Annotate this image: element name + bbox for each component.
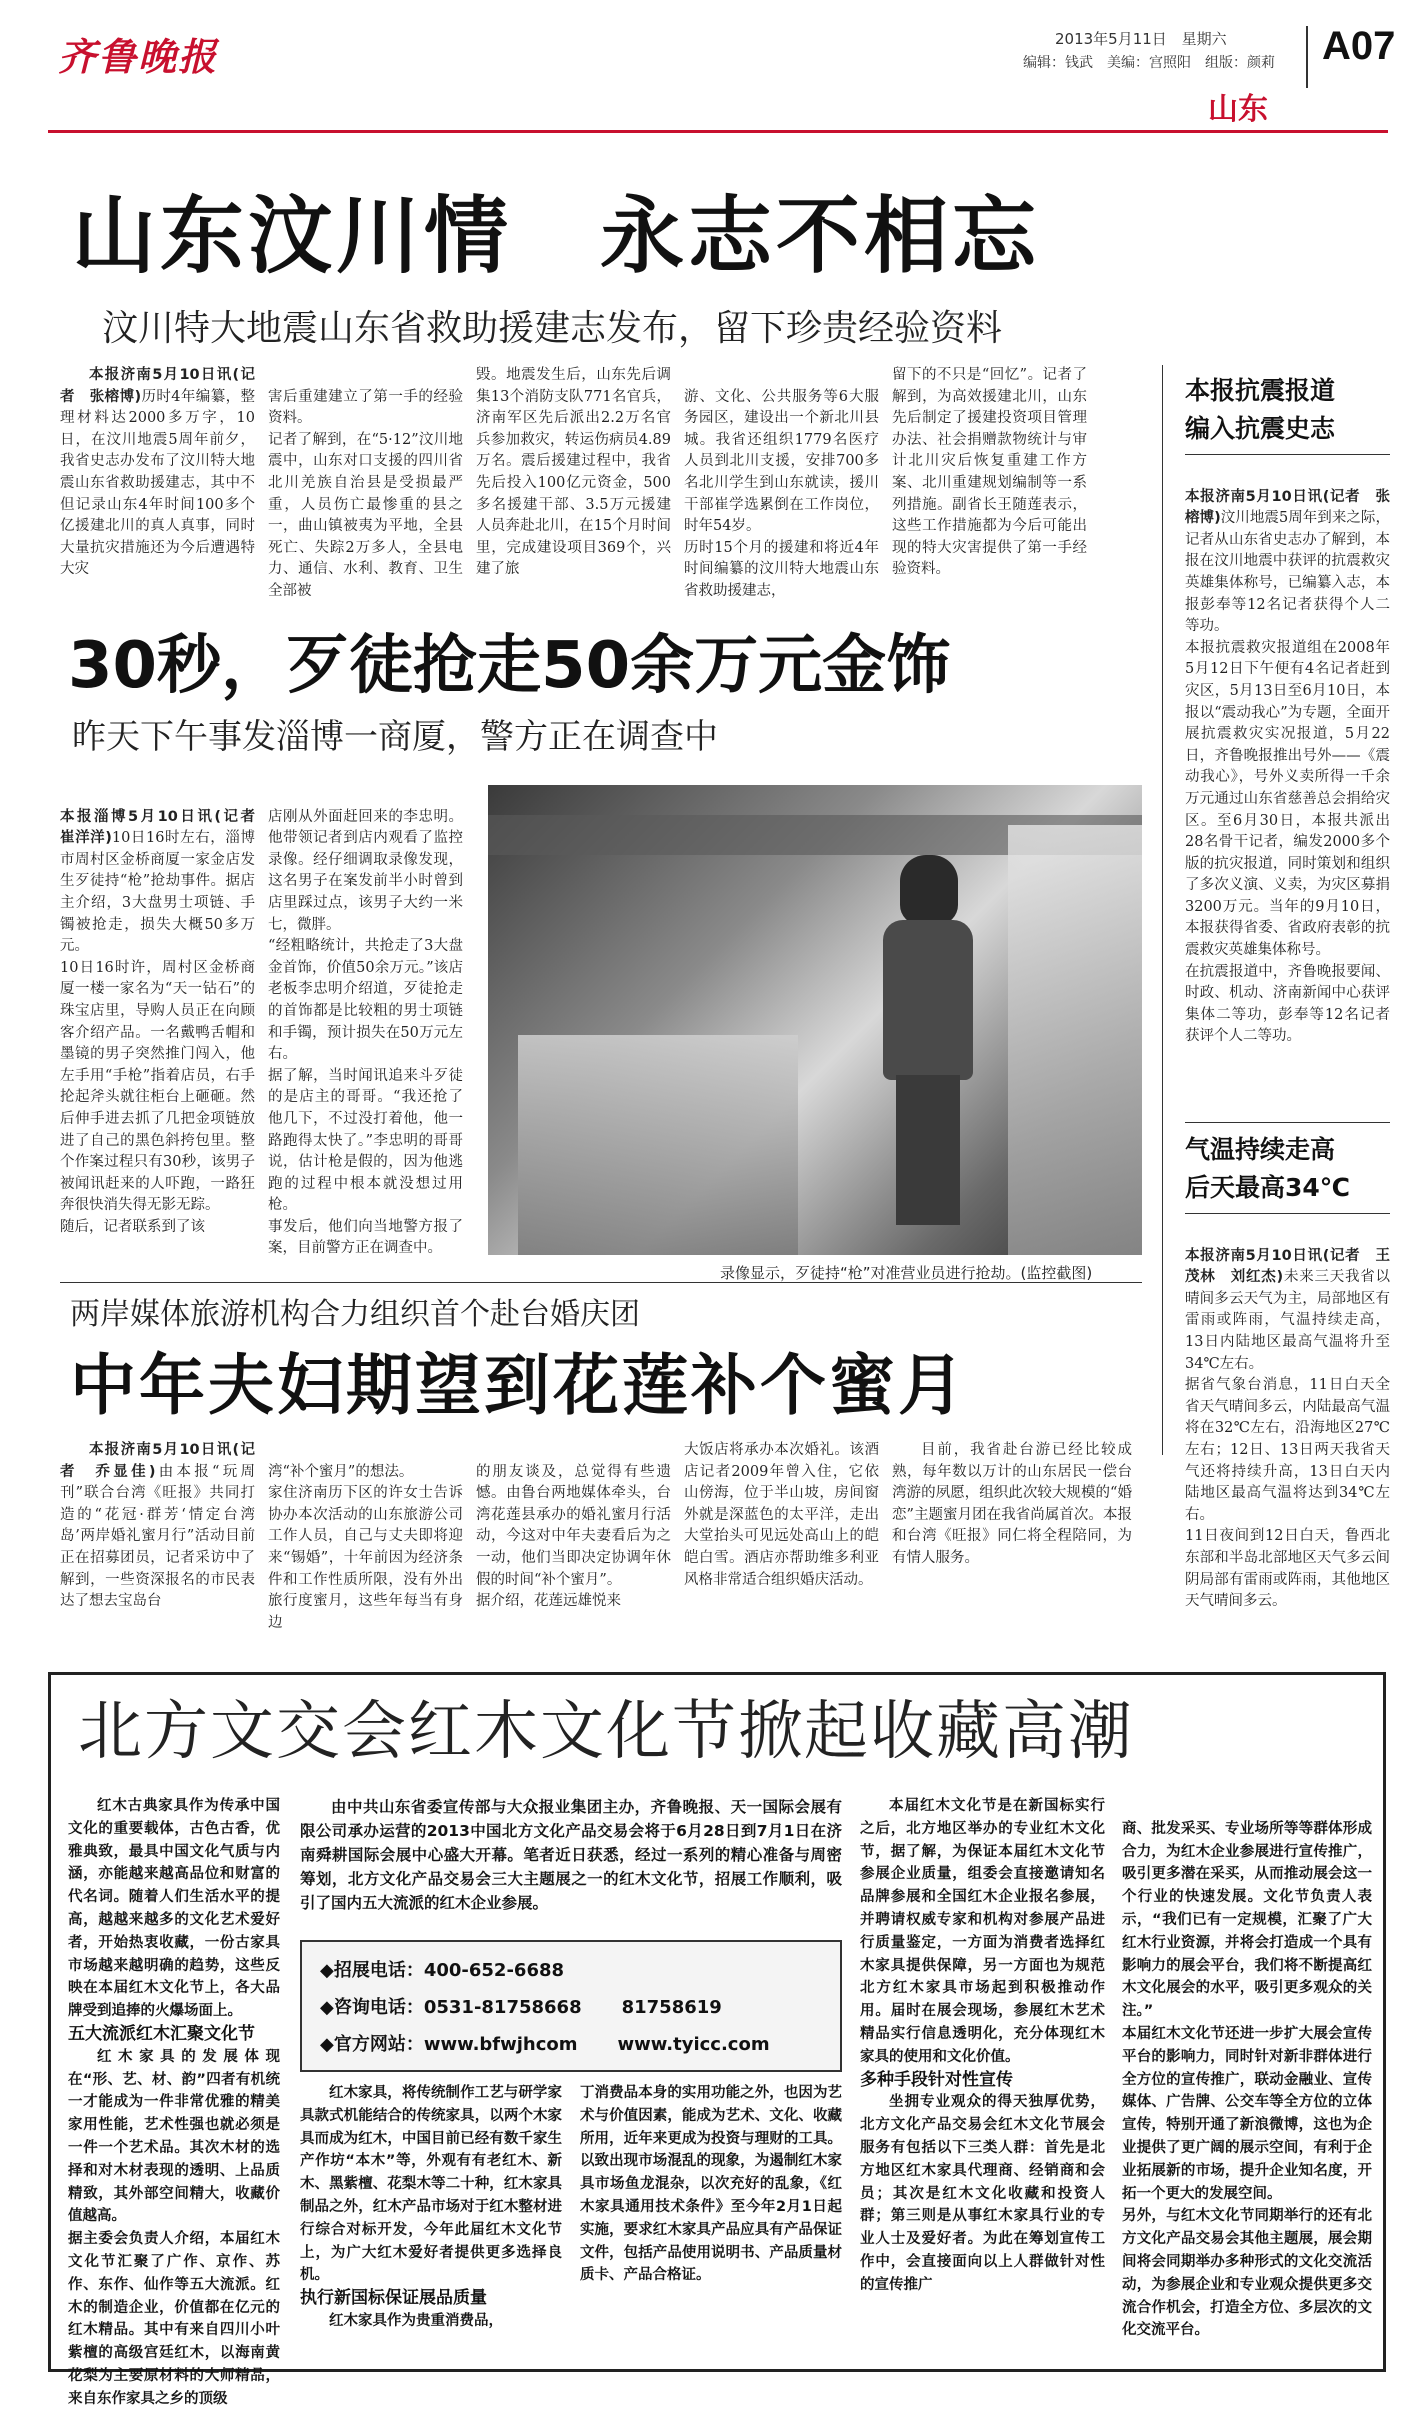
date-text: 2013年5月11日 — [1055, 30, 1167, 48]
masthead-rule — [48, 130, 1388, 133]
article1-column-5 — [892, 365, 1087, 600]
article2-col2-text: 店刚从外面赶回来的李忠明。他带领记者到店内观看了监控录像。经仔细调取录像发现，这名男子在案发前半小时曾到店里踩过点，该男子大约一米七，微胖。 “经粗略统计，共抢走了3大盘金首饰，价值50余万元。”该店老板李忠明介绍道，歹徒抢走的首饰都是比较粗的男士项链和手镯，预计损失在50万元左右。 据了解，当时闻讯追来斗歹徒的是店主的哥哥。“我还抢了他几下，不过没打着他，他一路跑得太快了。”李忠明的哥哥说，估计枪是假的，因为他逃跑的过程中根本就没想过用枪。 事发后，他们向当地警方报了案，目前警方正在调查中。 — [268, 808, 463, 1257]
sidebar1-rule — [1185, 454, 1390, 455]
article1-byline: 本报济南5月10日讯(记者 张榕博) — [60, 367, 255, 405]
ad-col2b-text: 红木家具作为贵重消费品， — [329, 2312, 503, 2329]
article3-top-rule — [60, 1282, 1142, 1283]
article3-headline: 中年夫妇期望到花莲补个蜜月 — [70, 1347, 967, 1424]
ad-col2-subhead: 执行新国标保证展品质量 — [300, 2288, 487, 2309]
ad-notice-text: 由中共山东省委宣传部与大众报业集团主办，齐鲁晚报、天一国际会展有限公司承办运营的2013中国北方文化产品交易会将于6月28日到7月1日在济南舜耕国际会展中心盛大开幕。笔者近日获悉，经过一系列的精心准备与周密筹划，北方文化产品交易会三大主题展之一的红木文化节，招展工作顺利，吸引了国内五大流派的红木企业参展。 — [300, 1798, 842, 1912]
contact-tel-row — [320, 1993, 722, 2019]
sidebar1-headline-line1: 本报抗震报道 — [1185, 376, 1336, 405]
article2-column-1 — [60, 785, 270, 1273]
section-name: 山东 — [1208, 92, 1268, 127]
contact-phone-row — [320, 1956, 564, 1982]
article2-column-2 — [268, 785, 463, 1273]
contact-web-row — [320, 2030, 770, 2056]
ad-col3-text: 丁消费品本身的实用功能之外，也因为艺术与价值因素，能成为艺术、文化、收藏所用，近年来更成为投资与理财的工具。以致出现市场混乱的现象，为遏制红木家具市场鱼龙混杂，以次充好的乱象，《红木家具通用技术条件》至今年2月1日起实施，要求红木家具产品应具有产品保证文件，包括产品使用说明书、产品质量材质卡、产品合格证。 — [580, 2085, 842, 2284]
ad-column-4 — [860, 1795, 1105, 2357]
weekday-text: 星期六 — [1181, 30, 1227, 48]
contact-web-label: ◆官方网站： — [320, 2034, 424, 2055]
photo-caption: 录像显示，歹徒持“枪”对准营业员进行抢劫。(监控截图) — [720, 1264, 1093, 1282]
article1-col5-text: 留下的不只是“回忆”。记者了解到，为高效援建北川，山东先后制定了援建投资项目管理办法、社会捐赠款物统计与审计北川灾后恢复重建工作方案、北川重建规划编制等一系列措施。副省长王随莲表示，这些工作措施都为今后可能出现的特大灾害提供了第一手经验资料。 — [892, 367, 1087, 578]
sidebar2-byline: 本报济南5月10日讯(记者 王茂林 刘红杰) — [1185, 1247, 1390, 1286]
article1-headline: 山东汶川情 永志不相忘 — [72, 187, 1041, 285]
article1-column-3 — [476, 365, 671, 600]
sidebar1-body-text: 汶川地震5周年到来之际，记者从山东省史志办了解到，本报在汶川地震中获评的抗震救灾英雄集体称号，已编纂入志，本报彭奉等12名记者获得个人二等功。 本报抗震救灾报道组在2008年5月12日下午便有4名记者赶到灾区，5月13日至6月10日，本报以“震动我心”为专题，全面开展抗震救灾实况报道，5月22日，齐鲁晚报推出号外——《震动我心》，号外义卖所得一千余万元通过山东省慈善总会捐给灾区。至6月30日，本报共派出28名骨干记者，编发2000多个版的抗灾报道，同时策划和组织了多次义演、义卖，为灾区募捐3200万元。当年的9月10日，本报获得省委、省政府表彰的抗震救灾英雄集体称号。 在抗震报道中，齐鲁晚报要闻、时政、机动、济南新闻中心获评集体二等功，彭奉等12名记者获评个人二等功。 — [1185, 510, 1390, 1045]
contact-tel-value-2[interactable]: 81758619 — [621, 1997, 722, 2018]
ad-col4-subhead: 多种手段针对性宣传 — [860, 2069, 1013, 2090]
main-sidebar-divider — [1162, 365, 1163, 1455]
ad-column-2 — [300, 2082, 562, 2357]
article3-column-4 — [684, 1440, 879, 1650]
display-counter — [518, 1035, 798, 1255]
display-case-right — [1008, 825, 1142, 1255]
robber-legs — [896, 1075, 960, 1225]
surveillance-photo — [488, 785, 1142, 1255]
contact-tel-value-1[interactable]: 0531-81758668 — [423, 1997, 582, 2018]
sidebar1-headline-line2: 编入抗震史志 — [1185, 414, 1336, 443]
article3-byline: 本报济南5月10日讯(记者 乔显佳) — [60, 1442, 255, 1480]
article3-column-1 — [60, 1440, 255, 1650]
contact-phone-label: ◆招展电话： — [320, 1960, 424, 1981]
article1-column-1 — [60, 365, 255, 600]
article1-col3-text: 毁。地震发生后，山东先后调集13个消防支队771名官兵，济南军区先后派出2.2万名官兵参加救灾，转运伤病员4.89万名。震后援建过程中，我省先后投入100亿元资金，500多名援建干部、3.5万元援建人员奔赴北川，在15个月时间里，完成建设项目369个，兴建了旅 — [476, 367, 671, 578]
masthead-vertical-divider — [1306, 26, 1308, 88]
article2-col1-text: 10日16时左右，淄博市周村区金桥商厦一家金店发生歹徒持“枪”抢劫事件。据店主介绍，3大盘男士项链、手镯被抢走，损失大概50多万元。 10日16时许，周村区金桥商厦一楼一家名为“天一钻石”的珠宝店里，导购人员正在向顾客介绍产品。一名戴鸭舌帽和墨镜的男子突然推门闯入，他左手用“手枪”指着店员，右手抡起斧头就往柜台上砸砸。然后伸手进去抓了几把金项链放进了自己的黑色斜挎包里。整个作案过程只有30秒，该男子被闻讯赶来的人吓跑，一路狂奔很快消失得无影无踪。 随后，记者联系到了该 — [60, 830, 255, 1235]
robber-figure — [900, 855, 958, 925]
ad-column-1 — [68, 1795, 280, 2407]
contact-phone-value[interactable]: 400-652-6688 — [423, 1960, 565, 1981]
sidebar1-body — [1185, 465, 1390, 1145]
ad-contact-box — [300, 1940, 842, 2072]
article3-col3-text: 的朋友谈及，总觉得有些遗憾。由鲁台两地媒体牵头，台湾花莲县承办的婚礼蜜月行活动，今这对中年夫妻看后为之一动，他们当即决定协调年休假的时间“补个蜜月”。 据介绍，花莲远雄悦来 — [476, 1463, 671, 1610]
article2-headline: 30秒，歹徒抢走50余万元金饰 — [68, 629, 951, 703]
article1-subheadline: 汶川特大地震山东省救助援建志发布，留下珍贵经验资料 — [102, 308, 1003, 349]
ad-col1b-text: 红木家具的发展体现在“形、艺、材、韵”四者有机统一才能成为一件非常优雅的精美家用性能，艺术性强也就必须是一件一个艺术品。其次木材的选择和对木材表现的透明、上品质精致，其外部空间精大，收藏价值越高。 据主委会负责人介绍，本届红木文化节汇聚了广作、京作、苏作、东作、仙作等五大流派。红木的制造企业，价值都在亿元的红木精品。其中有来自四川小叶紫檀的高级宫廷红木，以海南黄花梨为主要原材料的大师精品，来自东作家具之乡的顶级 — [68, 2048, 280, 2407]
article3-col2-text: 湾“补个蜜月”的想法。 家住济南历下区的许女士告诉协办本次活动的山东旅游公司工作人员，自己与丈夫即将迎来“锡婚”，十年前因为经济条件和工作性质所限，没有外出旅行度蜜月，这些年每当有身边 — [268, 1463, 463, 1631]
ad-col1-subhead: 五大流派红木汇聚文化节 — [68, 2023, 255, 2044]
article1-col2-text: 害后重建建立了第一手的经验资料。 记者了解到，在“5·12”汶川地震中，山东对口支援的四川省北川羌族自治县是受损最严重，人员伤亡最惨重的县之一，曲山镇被夷为平地，全县死亡、失踪2万多人，全县电力、通信、水利、教育、卫生全部被 — [268, 388, 463, 599]
contact-web-link-2[interactable]: www.tyicc.com — [617, 2034, 770, 2055]
contact-web-link-1[interactable]: www.bfwjhcom — [423, 2034, 578, 2055]
sidebar2-body-text: 未来三天我省以晴间多云天气为主，局部地区有雷雨或阵雨，气温持续走高，13日内陆地区最高气温将升至34℃左右。 据省气象台消息，11日白天全省天气晴间多云，内陆最高气温将在32℃左右，沿海地区27℃左右；12日、13日两天我省天气还将持续升高，13日白天内陆地区最高气温将达到34℃左右。 11日夜间到12日白天，鲁西北东部和半岛北部地区天气多云间阴局部有雷雨或阵雨，其他地区天气晴间多云。 — [1185, 1269, 1390, 1610]
article1-column-2 — [268, 365, 463, 600]
article3-kicker: 两岸媒体旅游机构合力组织首个赴台婚庆团 — [70, 1297, 640, 1332]
ad-column-5 — [1122, 1795, 1372, 2357]
article1-column-4 — [684, 365, 879, 600]
ad-col5-text: 商、批发采买、专业场所等等群体形成合力，为红木企业参展进行宣传推广，吸引更多潜在采买，从而推动展会这一个行业的快速发展。文化节负责人表示，“我们已有一定规模，汇聚了广大红木行业资源，并将会打造成一个具有影响力的展会平台，我们将不断提高红木文化展会的水平，吸引更多观众的关注。” 本届红木文化节还进一步扩大展会宣传平台的影响力，同时针对新非群体进行全方位的宣传推广，联动金融业、宣传媒体、广告牌、公交车等全方位的立体宣传，特别开通了新浪微博，这也为企业提供了更广阔的展示空间，有利于企业拓展新的市场，提升企业知名度，开拓一个更大的发展空间。 另外，与红木文化节同期举行的还有北方文化产品交易会其他主题展，展会期间将会同期举办多种形式的文化交流活动，为参展企业和专业观众提供更多交流合作机会，打造全方位、多层次的文化交流平台。 — [1122, 1820, 1372, 2339]
sidebar2-headline-line1: 气温持续走高 — [1185, 1135, 1336, 1164]
sidebar2 — [1185, 1122, 1390, 1654]
ad-headline: 北方文交会红木文化节掀起收藏高潮 — [78, 1695, 1134, 1769]
ad-col1-text: 红木古典家具作为传承中国文化的重要载体，古色古香，优雅典致，最具中国文化气质与内涵，亦能越来越高品位和财富的代名词。随着人们生活水平的提高，越越来越多的文化艺术爱好者，开始热衷收藏，一份古家具市场越来越明确的趋势，这些反映在本届红木文化节上，各大品牌受到追捧的火爆场面上。 — [68, 1798, 280, 2020]
article2-subheadline: 昨天下午事发淄博一商厦，警方正在调查中 — [72, 717, 718, 757]
ad-column-3 — [580, 2082, 842, 2357]
issue-date — [1055, 28, 1227, 49]
article3-col5-text: 目前，我省赴台游已经比较成熟，每年数以万计的山东居民一偿台湾游的夙愿，组织此次较大规模的“婚恋”主题蜜月团在我省尚属首次。本报和台湾《旺报》同仁将全程陪同，为有情人服务。 — [892, 1442, 1132, 1566]
article1-col1-text: 历时4年编纂，整理材料达2000多万字，10日，在汶川地震5周年前夕，我省史志办发布了汶川特大地震山东省救助援建志，其中不但记录山东4年时间100多个亿援建北川的真人真事，同时大量抗灾措施还为今后遭遇特大灾 — [60, 388, 255, 578]
article3-column-2 — [268, 1440, 463, 1650]
article3-column-5 — [892, 1440, 1132, 1650]
masthead — [0, 0, 1417, 130]
sidebar1 — [1185, 372, 1390, 1145]
sidebar1-byline: 本报济南5月10日讯(记者 张榕博) — [1185, 488, 1390, 527]
sidebar2-rule — [1185, 1213, 1390, 1214]
article1-col4-text: 游、文化、公共服务等6大服务园区，建设出一个新北川县城。我省还组织1779名医疗人员到北川支援，安排700多名北川学生到山东就读，援川干部崔学选累倒在工作岗位，时年54岁。 历时15个月的援建和将近4年时间编纂的汶川特大地震山东省救助援建志， — [684, 388, 879, 599]
ad-col4-text: 本届红木文化节是在新国标实行之后，北方地区举办的专业红木文化节，据了解，为保证本届红木文化节参展企业质量，组委会直接邀请知名品牌参展和全国红木企业报名参展，并聘请权威专家和机构对参展产品进行质量鉴定，一方面为消费者选择红木家具提供保障，另一方面也为规范北方红木家具市场起到积极推动作用。届时在展会现场，参展红木艺术精品实行信息透明化，充分体现红木家具的使用和文化价值。 — [860, 1798, 1105, 2065]
sidebar2-top-rule — [1185, 1122, 1390, 1123]
ad-col2-text: 红木家具，将传统制作工艺与研学家具款式机能结合的传统家具，以两个木家具而成为红木，中国目前已经有数千家生产作坊“本木”等，外观有有老红木、新木、黑紫檀、花梨木等二十种，红木家具制品之外，红木产品市场对于红木整材进行综合对标开发，今年此届红木文化节上，为广大红木爱好者提供更多选择良机。 — [300, 2085, 562, 2284]
contact-tel-label: ◆咨询电话： — [320, 1997, 424, 2018]
ad-notice — [300, 1795, 842, 1930]
article2-byline: 本报淄博5月10日讯(记者 崔洋洋) — [60, 808, 270, 847]
robber-body — [883, 920, 973, 1080]
article3-col4-text: 大饭店将承办本次婚礼。该酒店记者2009年曾入住，它依山傍海，位于半山坡，房间窗外就是深蓝色的太平洋，走出大堂抬头可见远处高山上的皑皑白雪。酒店亦帮助维多利亚风格非常适合组织婚庆活动。 — [684, 1442, 879, 1588]
newspaper-logo: 齐鲁晚报 — [58, 34, 219, 79]
article3-column-3 — [476, 1440, 671, 1650]
editors-line: 编辑：钱武 美编：宫照阳 组版：颜莉 — [1023, 55, 1275, 71]
sidebar2-body — [1185, 1224, 1390, 1654]
article3-col1-text: 由本报“玩周刊”联合台湾《旺报》共同打造的“花冠·群芳‘情定台湾岛’两岸婚礼蜜月行”活动目前正在招募团员，记者采访中了解到，一些资深报名的市民表达了想去宝岛台 — [60, 1463, 255, 1610]
page-number: A07 — [1322, 24, 1396, 68]
ad-col4b-text: 坐拥专业观众的得天独厚优势，北方文化产品交易会红木文化节展会服务有包括以下三类人群：首先是北方地区红木家具代理商、经销商和会员；其次是红木文化收藏和投资人群；第三则是从事红木家具行业的专业人士及爱好者。为此在筹划宣传工作中，会直接面向以上人群做针对性的宣传推广 — [860, 2094, 1105, 2293]
sidebar2-headline-line2: 后天最高34℃ — [1185, 1173, 1351, 1202]
